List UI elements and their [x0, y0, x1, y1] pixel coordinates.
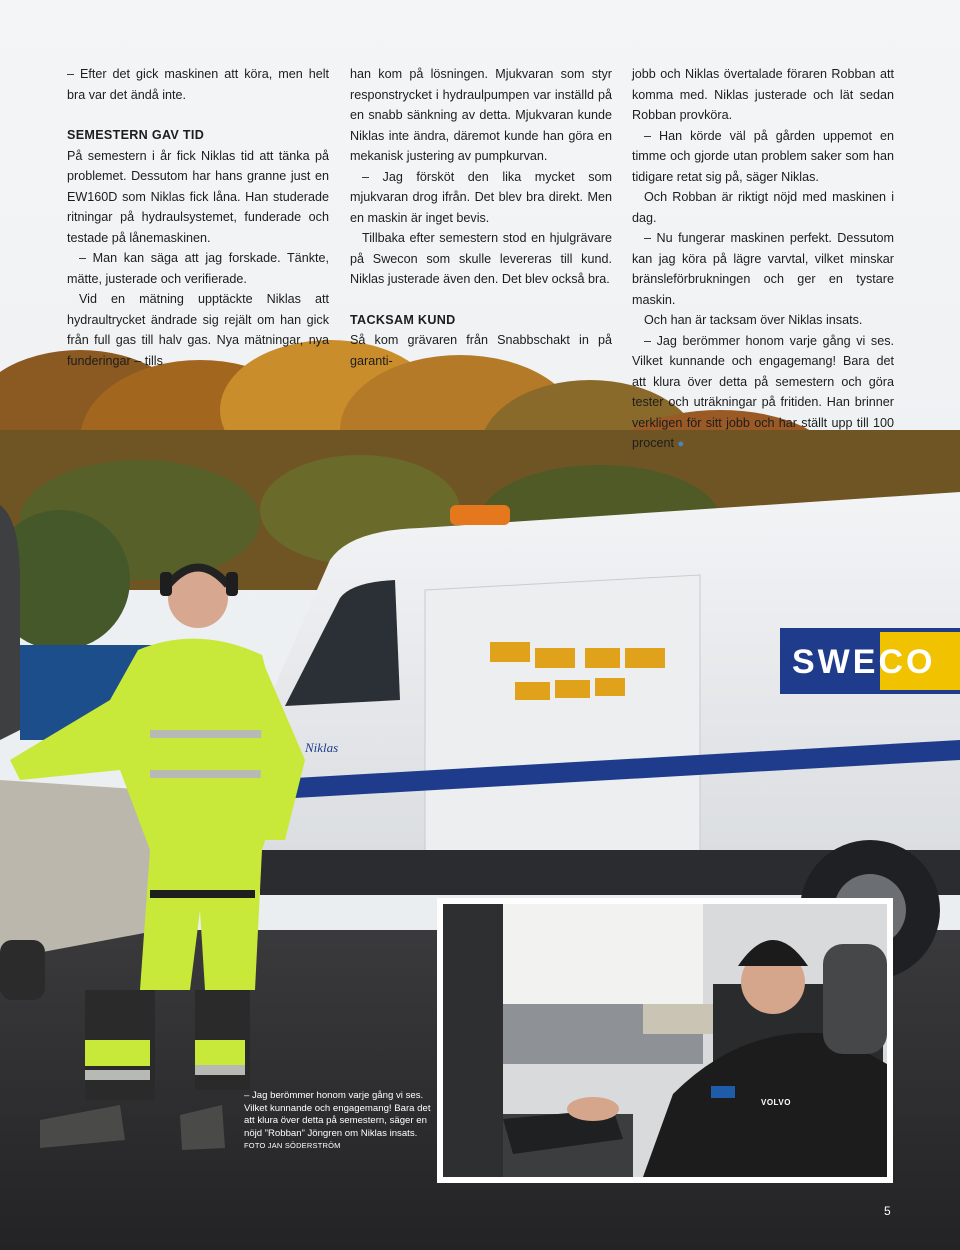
paragraph: han kom på lösningen. Mjukvaran som styr responstrycket i hydraulpumpen var inställd på en snabb sänkning av detta. Mjukvaran kunde Niklas inte ändra, däremot kunde han göra en mekanisk justering av pumpkurvan.	[350, 67, 612, 163]
end-mark-icon: ●	[677, 438, 685, 450]
paragraph: – Nu fungerar maskinen perfekt. Dessutom kan jag köra på lägre varvtal, vilket minskar bränsleförbrukningen och ger en tystare maskin.	[632, 231, 894, 307]
paragraph: – Man kan säga att jag forskade. Tänkte, mätte, justerade och verifierade.	[67, 251, 329, 286]
van-name: Niklas	[305, 740, 339, 755]
paragraph: Och han är tacksam över Niklas insats.	[644, 313, 863, 327]
paragraph	[632, 331, 894, 455]
photo-caption	[244, 1090, 439, 1153]
section-heading: SEMESTERN GAV TID	[67, 128, 205, 142]
paragraph: jobb och Niklas övertalade föraren Robban att komma med. Niklas justerade och lät sedan Robban provköra.	[632, 67, 894, 122]
article-column-3	[632, 64, 894, 455]
paragraph: – Efter det gick maskinen att köra, men helt bra var det ändå inte.	[67, 67, 329, 102]
caption-text: – Jag berömmer honom varje gång vi ses. Vilket kunnande och engagemang! Bara det att klura över detta på semestern, säger en nöjd ”Robban” Jöngren om Niklas insats.	[244, 1090, 431, 1139]
paragraph: Och Robban är riktigt nöjd med maskinen i dag.	[632, 190, 894, 225]
paragraph: På semestern i år fick Niklas tid att tänka på problemet. Dessutom har hans granne just en EW160D som Niklas fick låna. Han studerade ritningar på hydraulsystemet, funderade och testade på lånemaskinen.	[67, 148, 329, 245]
article-column-1	[67, 64, 329, 371]
inset-photo-image	[443, 904, 887, 1177]
paragraph: Vid en mätning upptäckte Niklas att hydraultrycket ändrade sig rejält om han gick från full gas till halv gas. Nya mätningar, nya funderingar – tills	[67, 292, 329, 368]
van-logo: SWECO	[792, 643, 936, 681]
page-number: 5	[884, 1204, 891, 1218]
shirt-brand: VOLVO	[761, 1098, 791, 1107]
paragraph: Tillbaka efter semestern stod en hjulgrävare på Swecon som skulle levereras till kund. Niklas justerade även den. Det blev också bra.	[350, 231, 612, 286]
inset-photo	[437, 898, 893, 1183]
paragraph-text: – Jag berömmer honom varje gång vi ses. Vilket kunnande och engagemang! Bara det att klura över detta på semestern och göra tester och uträkningar på fritiden. Han brinner verkligen för sitt jobb och har ställt upp till 100 procent	[632, 333, 894, 450]
paragraph: – Han körde väl på gården uppemot en timme och gjorde utan problem saker som han tidigare retat sig på, säger Niklas.	[632, 128, 894, 184]
photo-credit: FOTO JAN SÖDERSTRÖM	[244, 1141, 341, 1151]
article-column-2	[350, 64, 612, 371]
section-heading: TACKSAM KUND	[350, 312, 456, 327]
paragraph: Så kom grävaren från Snabbschakt in på garanti-	[350, 333, 612, 368]
paragraph: – Jag försköt den lika mycket som mjukvaran drog ifrån. Det blev bra direkt. Men en maskin är inget bevis.	[350, 169, 612, 225]
